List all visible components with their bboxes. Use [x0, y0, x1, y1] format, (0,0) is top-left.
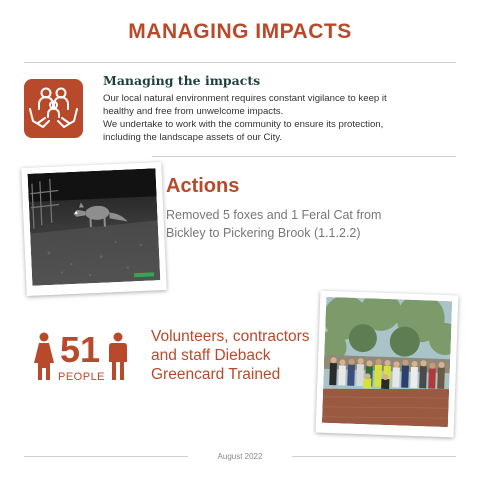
actions-text: Removed 5 foxes and 1 Feral Cat from Bickley to Pickering Brook (1.1.2.2) — [166, 208, 382, 240]
intro-divider — [152, 156, 456, 157]
group-volunteers-photo — [316, 291, 459, 438]
footer-date: August 2022 — [217, 452, 263, 461]
intro-paragraph: We undertake to work with the community to ensure its protection, including the landscape assets of our City. — [103, 119, 384, 143]
person-icon — [107, 332, 129, 382]
page-title: MANAGING IMPACTS — [128, 20, 352, 43]
stat-number: 51 — [60, 329, 101, 370]
stat-text: Volunteers, contractors and staff Dieback Greencard Trained — [151, 328, 310, 383]
stat-unit: PEOPLE — [58, 371, 106, 383]
footer-divider-right — [292, 456, 456, 457]
night-camera-fox-photo — [21, 162, 166, 296]
intro-heading: Managing the impacts — [103, 73, 261, 88]
actions-heading: Actions — [166, 175, 240, 197]
intro-paragraph: Our local natural environment requires constant vigilance to keep it healthy and free from unwelcome impacts. — [103, 93, 387, 117]
person-icon — [33, 332, 55, 382]
top-divider — [24, 62, 456, 63]
hands-holding-people-icon — [24, 79, 83, 138]
intro-text — [103, 92, 403, 144]
